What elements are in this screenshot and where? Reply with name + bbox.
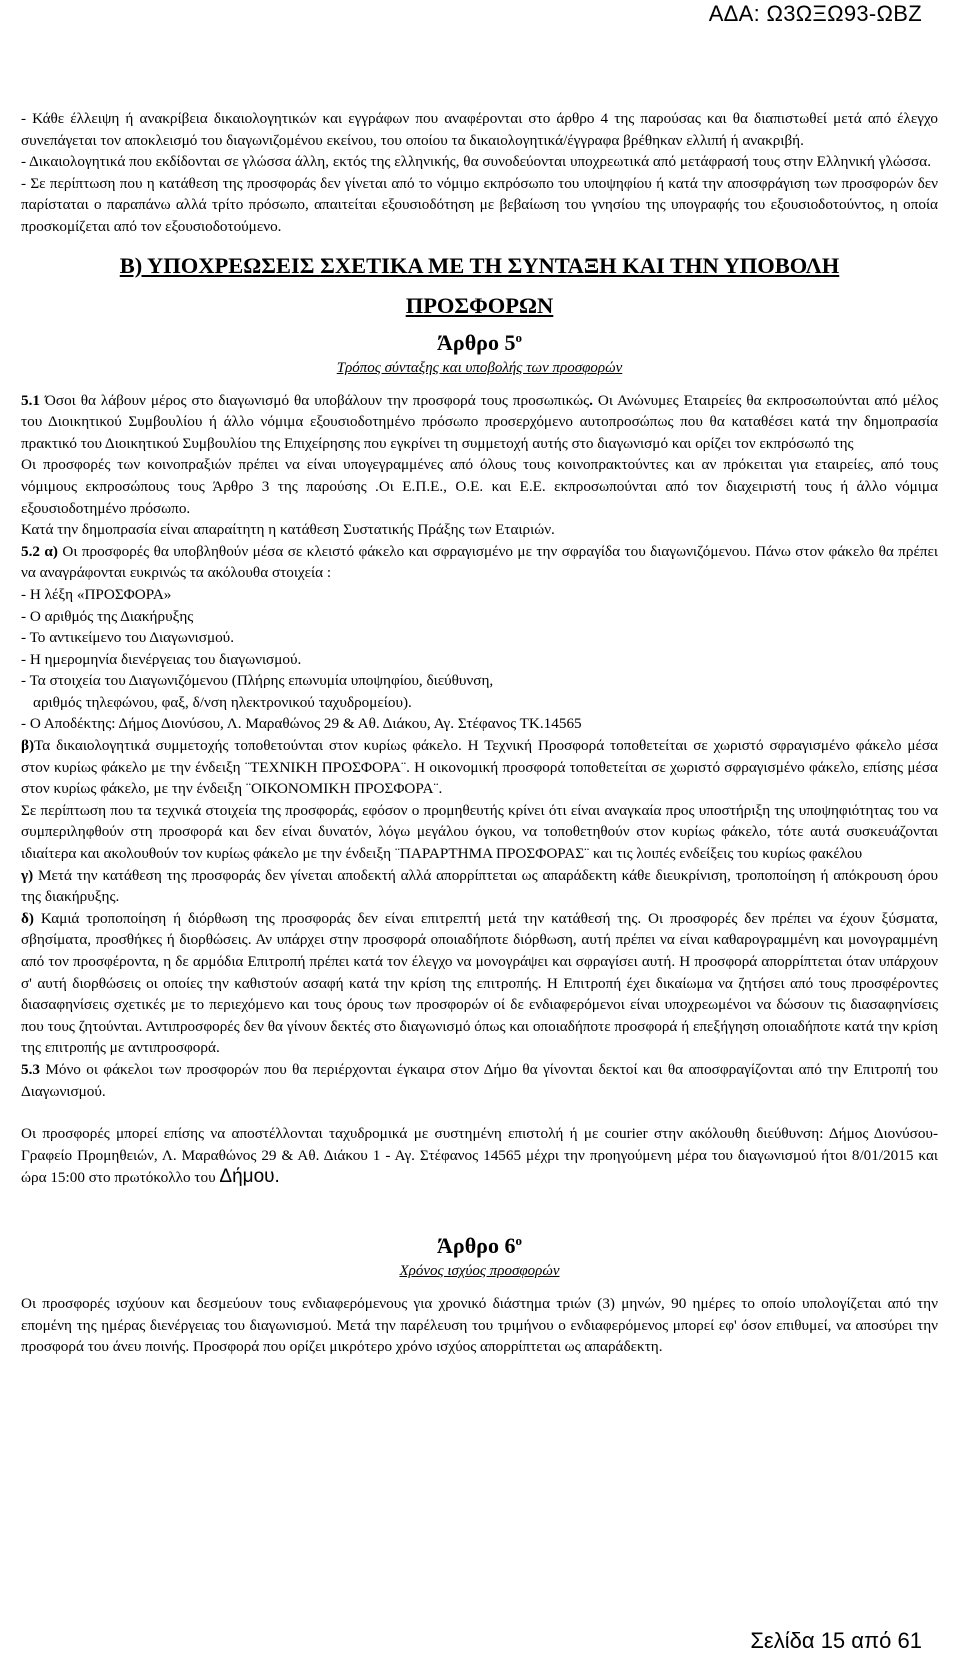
paragraph-5-1-number: 5.1 — [21, 391, 40, 409]
paragraph-article-6: Οι προσφορές ισχύουν και δεσμεύουν τους ενδιαφερόμενους για χρονικό διάστημα τριών (3) μηνών, 90 ημέρες το οποίο υπολογίζεται από την επομένη της ημέρας διενέργειας του διαγωνισμού. Μετά την παρέλευση του τριμήνου ο ενδιαφερόμενος μπορεί εφ' όσον επιθυμεί, να αποσύρει την προσφορά του άνευ ποινής. Προσφορά που ορίζει μικρότερο χρόνο ισχύος απορρίπτεται ως απαράδεκτη. — [21, 1294, 938, 1356]
article-5-subtitle: Τρόπος σύνταξης και υποβολής των προσφορών — [336, 359, 623, 376]
article-5-ordinal: ο — [515, 329, 522, 345]
article-6-subtitle: Χρόνος ισχύος προσφορών — [399, 1262, 560, 1279]
paragraph-5-2-a — [21, 541, 938, 584]
envelope-list-item: αριθμός τηλεφώνου, φαξ, δ/νση ηλεκτρονικού ταχυδρομείου). — [33, 693, 412, 711]
paragraph-5-1-text-b: Οι Ανώνυμες Εταιρείες θα εκπροσωπούνται από μέλος του Διοικητικού Συμβουλίου ή άλλο νόμιμα εξουσιοδοτημένο πρόσωπο προσερχόμενο αυτοπροσώπως που θα καταθέσει κατά την δημοπρασία πρακτικό του Διοικητικού Συμβουλίου της Επιχείρησης που εγκρίνει τη συμμετοχή αυτής στο διαγωνισμό και ορίζει τον εκπρόσωπό της — [21, 391, 938, 452]
paragraph-5-2-a-text: Οι προσφορές θα υποβληθούν μέσα σε κλειστό φάκελο και σφραγισμένο με την σφραγίδα του διαγωνιζόμενου. Πάνω στον φάκελο θα πρέπει να αναγράφονται ευκρινώς τα ακόλουθα στοιχεία : — [21, 542, 938, 582]
paragraph-auction-deposit: Κατά την δημοπρασία είναι απαραίτητη η κατάθεση Συστατικής Πράξης των Εταιριών. — [21, 521, 555, 539]
paragraph-5-2-b — [21, 735, 938, 800]
article-6-ordinal: ο — [515, 1232, 522, 1248]
paragraph-5-1-dot: . — [589, 391, 593, 409]
paragraph-5-2-c-text: Μετά την κατάθεση της προσφοράς δεν γίνεται αποδεκτή αλλά απορρίπτεται ως απαράδεκτη κάθε διευκρίνιση, τροποποίηση ή απόκρουση όρου της διακήρυξης. — [21, 866, 938, 906]
paragraph-postal-submission — [21, 1123, 938, 1189]
paragraph-5-3-number: 5.3 — [21, 1060, 40, 1078]
spacer — [21, 1102, 938, 1123]
paragraph-5-2-b-label: β) — [21, 737, 35, 755]
paragraph-5-3-text: Μόνο οι φάκελοι των προσφορών που θα περιέρχονται έγκαιρα στον Δήμο θα γίνονται δεκτοί και θα αποσφραγίζονται από την Επιτροπή του Διαγωνισμού. — [21, 1060, 938, 1100]
spacer — [21, 1189, 938, 1225]
paragraph-5-2-number: 5.2 — [21, 542, 40, 560]
envelope-list-item: - Ο Αποδέκτης: Δήμος Διονύσου, Λ. Μαραθώνος 29 & Αθ. Διάκου, Αγ. Στέφανος ΤΚ.14565 — [21, 715, 582, 733]
paragraph-5-2-d — [21, 908, 938, 1059]
page-number: Σελίδα 15 από 61 — [750, 1628, 922, 1653]
paragraph-5-2-d-label: δ) — [21, 909, 34, 927]
paragraph-5-2-a-label: α) — [39, 542, 58, 560]
document-body — [21, 108, 938, 1358]
paragraph-joint-ventures: Οι προσφορές των κοινοπραξιών πρέπει να είναι υπογεγραμμένες από όλους τους κοινοπρακτούντες και αν πρόκειται για εταιρείες, από τους νόμιμους εκπροσώπους τους Άρθρο 3 της παρούσης .Οι Ε.Π.Ε., Ο.Ε. και Ε.Ε. εκπροσωπούνται από τον διαχειριστή τους ή άλλο νόμιμα εξουσιοδοτημένο πρόσωπο. — [21, 456, 938, 517]
ada-code: ΑΔΑ: Ω3ΩΞΩ93-ΩΒΖ — [708, 1, 922, 26]
paragraph-5-1 — [21, 390, 938, 455]
intro-paragraph-2: - Δικαιολογητικά που εκδίδονται σε γλώσσα άλλη, εκτός της ελληνικής, θα συνοδεύονται υποχρεωτικά από μετάφρασή τους στην Ελληνική γλώσσα. — [21, 153, 931, 171]
paragraph-5-2-b-text: Τα δικαιολογητικά συμμετοχής τοποθετούνται στον κυρίως φάκελο. Η Τεχνική Προσφορά τοποθετείται σε χωριστό σφραγισμένο φάκελο μέσα στον κυρίως φάκελο με την ένδειξη ¨ΤΕΧΝΙΚΗ ΠΡΟΣΦΟΡΑ¨. Η οικονομική προσφορά τοποθετείται σε χωριστό σφραγισμένο φάκελο, επίσης μέσα στον κυρίως φάκελο, με την ένδειξη ¨ΟΙΚΟΝΟΜΙΚΗ ΠΡΟΣΦΟΡΑ¨. — [21, 737, 938, 798]
article-5-title — [21, 328, 938, 358]
intro-paragraph-1: - Κάθε έλλειψη ή ανακρίβεια δικαιολογητικών και εγγράφων που αναφέρονται στο άρθρο 4 της παρούσας και θα διαπιστωθεί μετά από έλεγχο συνεπάγεται τον αποκλεισμό του διαγωνιζομένου εκείνου, του οποίου τα δικαιολογητικά/έγγραφα βρέθηκαν ελλιπή ή ανακριβή. — [21, 110, 938, 149]
envelope-list-item: - Το αντικείμενο του Διαγωνισμού. — [21, 629, 234, 647]
paragraph-5-2-d-text: Καμιά τροποποίηση ή διόρθωση της προσφοράς δεν είναι επιτρεπτή μετά την κατάθεσή της. Οι προσφορές δεν πρέπει να έχουν ξύσματα, σβησίματα, προσθήκες ή διορθώσεις. Αν υπάρχει στην προσφορά οποιαδήποτε διόρθωση, αυτή πρέπει να είναι καθαρογραμμένη και μονογραμμένη από τον προσφέροντα, η δε αρμόδια Επιτροπή πρέπει κατά τον έλεγχο να μονογράψει και σφραγίσει αυτή. Η προσφορά απορρίπτεται όταν υπάρχουν σ' αυτή διορθώσεις οι οποίες την καθιστούν ασαφή κατά την κρίση της επιτροπής. Η Επιτροπή έχει δικαίωμα να ζητήσει από τους προσφέροντες διασαφηνίσεις σχετικές με το περιεχόμενο και τους όρους των προσφορών οί δε ενδιαφερόμενοι είναι υποχρεωμένοι να δώσουν τις διασαφηνίσεις που τους ζητούνται. Αντιπροσφορές δεν θα γίνουν δεκτές στο διαγωνισμό όπως και οποιαδήποτε προσφορά ή επεξήγηση οποιαδήποτε κατά την κρίση της επιτροπής με αντιπροσφορά. — [21, 909, 938, 1057]
intro-paragraph-3: - Σε περίπτωση που η κατάθεση της προσφοράς δεν γίνεται από το νόμιμο εκπρόσωπο του υποψηφίου ή κατά την αποσφράγιση των προσφορών δεν παρίσταται ο παραπάνω αλλά τρίτο πρόσωπο, απαιτείται εξουσιοδότηση με βεβαίωση του γνησίου της υπογραφής του εξουσιοδοτούντος, η οποία προσκομίζεται από τον εξουσιοδοτούμενο. — [21, 174, 938, 235]
section-b-heading-line2: ΠΡΟΣΦΟΡΩΝ — [405, 292, 554, 318]
paragraph-5-2-c — [21, 865, 938, 908]
article-6-title — [21, 1231, 938, 1261]
envelope-list-item: - Τα στοιχεία του Διαγωνιζόμενου (Πλήρης επωνυμία υποψηφίου, διεύθυνση, — [21, 672, 494, 690]
paragraph-5-1-text-a: Όσοι θα λάβουν μέρος στο διαγωνισμό θα υποβάλουν την προσφορά τους προσωπικώς — [39, 391, 590, 409]
section-b-heading-line1: Β) ΥΠΟΧΡΕΩΣΕΙΣ ΣΧΕΤΙΚΑ ΜΕ ΤΗ ΣΥΝΤΑΞΗ ΚΑΙ ΤΗΝ ΥΠΟΒΟΛΗ — [119, 252, 840, 278]
article-6-title-text: Άρθρο 6 — [437, 1232, 516, 1258]
envelope-list-item: - Η λέξη «ΠΡΟΣΦΟΡΑ» — [21, 585, 172, 603]
envelope-list-item: - Η ημερομηνία διενέργειας του διαγωνισμού. — [21, 650, 302, 668]
envelope-list-item: - Ο αριθμός της Διακήρυξης — [21, 607, 194, 625]
paragraph-postal-text: Οι προσφορές μπορεί επίσης να αποστέλλονται ταχυδρομικά με συστημένη επιστολή ή με courier στην ακόλουθη διεύθυνση: Δήμος Διονύσου-Γραφείο Προμηθειών, Λ. Μαραθώνος 29 & Αθ. Διάκου 1 - Αγ. Στέφανος 14565 μέχρι την προηγούμενη μέρα του διαγωνισμού ήτοι 8/01/2015 και ώρα 15:00 στο πρωτόκολλο του — [21, 1125, 938, 1187]
paragraph-5-2-c-label: γ) — [21, 866, 34, 884]
paragraph-postal-municipality: Δήμου. — [219, 1166, 280, 1188]
paragraph-5-3 — [21, 1059, 938, 1102]
article-5-title-text: Άρθρο 5 — [437, 329, 516, 355]
paragraph-5-2-b-continued: Σε περίπτωση που τα τεχνικά στοιχεία της προσφοράς, εφόσον ο προμηθευτής κρίνει ότι είναι αναγκαία προς υποστήριξη της υποψηφιότητας του να συμπεριληφθούν στη προσφορά και δεν είναι δυνατόν, λόγω μεγάλου όγκου, να τοποθετηθούν στον κυρίως φάκελο, τότε αυτά συσκευάζονται ιδιαίτερα και ακολουθούν τον κυρίως φάκελο με την ένδειξη ¨ΠΑΡΑΡΤΗΜΑ ΠΡΟΣΦΟΡΑΣ¨ και τις λοιπές ενδείξεις του κυρίως φακέλου — [21, 801, 938, 863]
